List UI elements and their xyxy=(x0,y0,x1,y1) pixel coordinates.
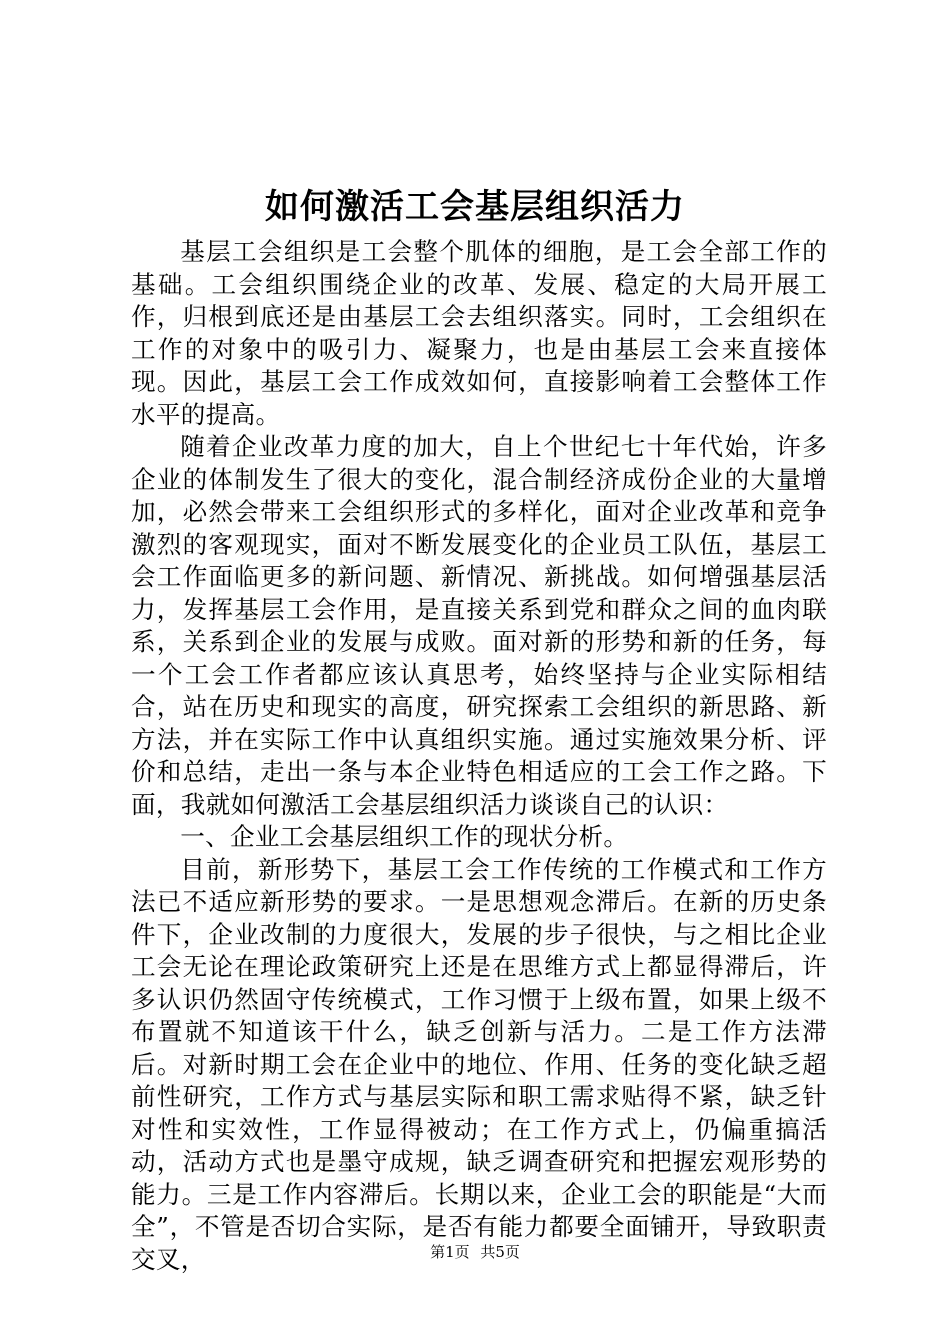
document-body xyxy=(131,236,827,1276)
page-footer xyxy=(0,1242,950,1262)
document-title: 如何激活工会基层组织活力 xyxy=(265,187,685,227)
paragraph-1: 基层工会组织是工会整个肌体的细胞，是工会全部工作的基础。工会组织围绕企业的改革、发展、稳定的大局开展工作，归根到底还是由基层工会去组织落实。同时，工会组织在工作的对象中的吸引力、凝聚力，也是由基层工会来直接体现。因此，基层工会工作成效如何，直接影响着工会整体工作水平的提高。 xyxy=(131,237,827,429)
paragraph-3: 目前，新形势下，基层工会工作传统的工作模式和工作方法已不适应新形势的要求。一是思想观念滞后。在新的历史条件下，企业改制的力度很大，发展的步子很快，与之相比企业工会无论在理论政策研究上还是在思维方式上都显得滞后，许多认识仍然固守传统模式，工作习惯于上级布置，如果上级不布置就不知道该干什么，缺乏创新与活力。二是工作方法滞后。对新时期工会在企业中的地位、作用、任务的变化缺乏超前性研究，工作方式与基层实际和职工需求贴得不紧，缺乏针对性和实效性，工作显得被动；在工作方式上，仍偏重搞活动，活动方式也是墨守成规，缺乏调查研究和把握宏观形势的能力。三是工作内容滞后。长期以来，企业工会的职能是“大而全”，不管是否切合实际，是否有能力都要全面铺开，导致职责交叉， xyxy=(131,854,827,1274)
paragraph-2: 随着企业改革力度的加大，自上个世纪七十年代始，许多企业的体制发生了很大的变化，混合制经济成份企业的大量增加，必然会带来工会组织形式的多样化，面对企业改革和竞争激烈的客观现实，面对不断发展变化的企业员工队伍，基层工会工作面临更多的新问题、新情况、新挑战。如何增强基层活力，发挥基层工会作用，是直接关系到党和群众之间的血肉联系，关系到企业的发展与成败。面对新的形势和新的任务，每一个工会工作者都应该认真思考，始终坚持与企业实际相结合，站在历史和现实的高度，研究探索工会组织的新思路、新方法，并在实际工作中认真组织实施。通过实施效果分析、评价和总结，走出一条与本企业特色相适应的工会工作之路。下面，我就如何激活工会基层组织活力谈谈自己的认识： xyxy=(131,432,827,819)
page-total: 共5页 xyxy=(480,1243,520,1261)
page-number: 第1页 xyxy=(430,1243,470,1261)
section-heading-1: 一、企业工会基层组织工作的现状分析。 xyxy=(180,822,629,851)
